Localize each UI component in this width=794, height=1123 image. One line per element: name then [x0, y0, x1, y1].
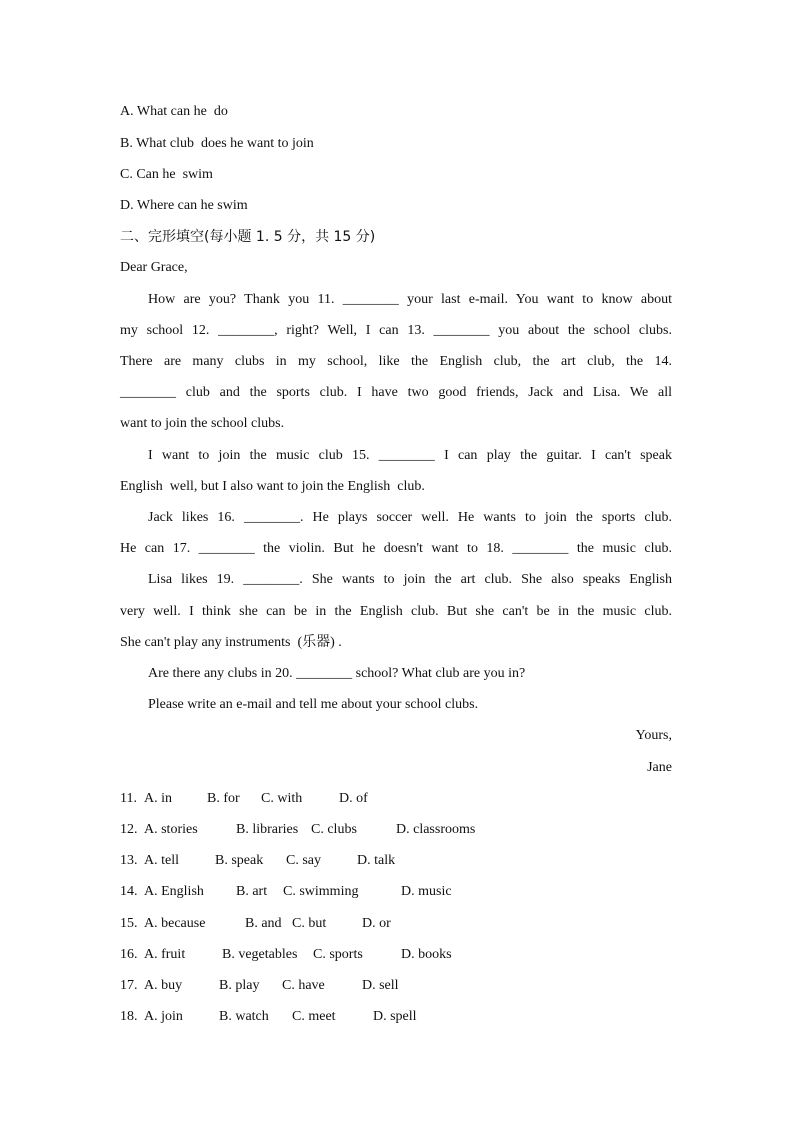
- choice-b: B. and: [245, 916, 282, 931]
- choice-b: B. libraries: [236, 822, 299, 837]
- choice-c: C. sports: [313, 947, 363, 962]
- choice-d: D. talk: [357, 853, 396, 868]
- letter-line: Jack likes 16. ________. He plays soccer well. He wants to join the sports club.: [148, 510, 672, 525]
- choice-b: B. play: [219, 978, 260, 993]
- choice-d: D. of: [339, 791, 368, 806]
- question-number: 13.: [120, 853, 138, 868]
- letter-line: He can 17. ________ the violin. But he doesn't want to 18. ________ the music club.: [120, 541, 672, 556]
- option-line: B. What club does he want to join: [120, 136, 314, 151]
- choice-c: C. swimming: [283, 884, 359, 899]
- letter-line: ________ club and the sports club. I have two good friends, Jack and Lisa. We all: [120, 385, 672, 400]
- choice-d: D. classrooms: [396, 822, 476, 837]
- letter-line: There are many clubs in my school, like the English club, the art club, the 14.: [120, 354, 672, 369]
- question-number: 17.: [120, 978, 138, 993]
- option-line: D. Where can he swim: [120, 198, 248, 213]
- choice-d: D. spell: [373, 1009, 417, 1024]
- choice-d: D. or: [362, 916, 391, 931]
- letter-line: I want to join the music club 15. ________ I can play the guitar. I can't speak: [148, 448, 672, 463]
- letter-line: my school 12. ________, right? Well, I can 13. ________ you about the school clubs.: [120, 323, 672, 338]
- letter-greeting: Dear Grace,: [120, 260, 188, 275]
- letter-signature: Jane: [647, 760, 672, 775]
- question-number: 14.: [120, 884, 138, 899]
- choice-c: C. clubs: [311, 822, 357, 837]
- question-number: 11.: [120, 791, 137, 806]
- letter-line: English well, but I also want to join the English club.: [120, 479, 425, 494]
- choice-c: C. say: [286, 853, 321, 868]
- letter-closing: Yours,: [635, 728, 672, 743]
- choice-b: B. speak: [215, 853, 264, 868]
- choice-b: B. vegetables: [222, 947, 298, 962]
- option-line: C. Can he swim: [120, 167, 213, 182]
- choice-d: D. sell: [362, 978, 399, 993]
- choice-c: C. have: [282, 978, 325, 993]
- choice-a: A. because: [144, 916, 206, 931]
- letter-line: Lisa likes 19. ________. She wants to join the art club. She also speaks English: [148, 572, 672, 587]
- question-number: 15.: [120, 916, 138, 931]
- choice-a: A. fruit: [144, 947, 186, 962]
- letter-line: How are you? Thank you 11. ________ your last e-mail. You want to know about: [148, 292, 672, 307]
- letter-line: Are there any clubs in 20. ________ school? What club are you in?: [148, 666, 526, 681]
- option-line: A. What can he do: [120, 104, 228, 119]
- choice-a: A. in: [144, 791, 172, 806]
- question-number: 16.: [120, 947, 138, 962]
- choice-d: D. music: [401, 884, 452, 899]
- choice-b: B. art: [236, 884, 268, 899]
- choice-c: C. but: [292, 916, 327, 931]
- choice-a: A. stories: [144, 822, 198, 837]
- choice-c: C. with: [261, 791, 303, 806]
- choice-c: C. meet: [292, 1009, 336, 1024]
- choice-a: A. buy: [144, 978, 183, 993]
- choice-a: A. English: [144, 884, 204, 899]
- question-number: 12.: [120, 822, 138, 837]
- choice-d: D. books: [401, 947, 452, 962]
- letter-line: She can't play any instruments (乐器) .: [120, 635, 342, 650]
- section-heading: 二、完形填空(每小题 1. 5 分，共 15 分): [120, 229, 376, 245]
- choice-a: A. join: [144, 1009, 183, 1024]
- choice-b: B. for: [207, 791, 240, 806]
- choice-b: B. watch: [219, 1009, 269, 1024]
- question-number: 18.: [120, 1009, 138, 1024]
- letter-line: very well. I think she can be in the English club. But she can't be in the music club.: [120, 604, 672, 619]
- letter-line: Please write an e-mail and tell me about your school clubs.: [148, 697, 479, 712]
- choice-a: A. tell: [144, 853, 179, 868]
- letter-line: want to join the school clubs.: [120, 416, 285, 431]
